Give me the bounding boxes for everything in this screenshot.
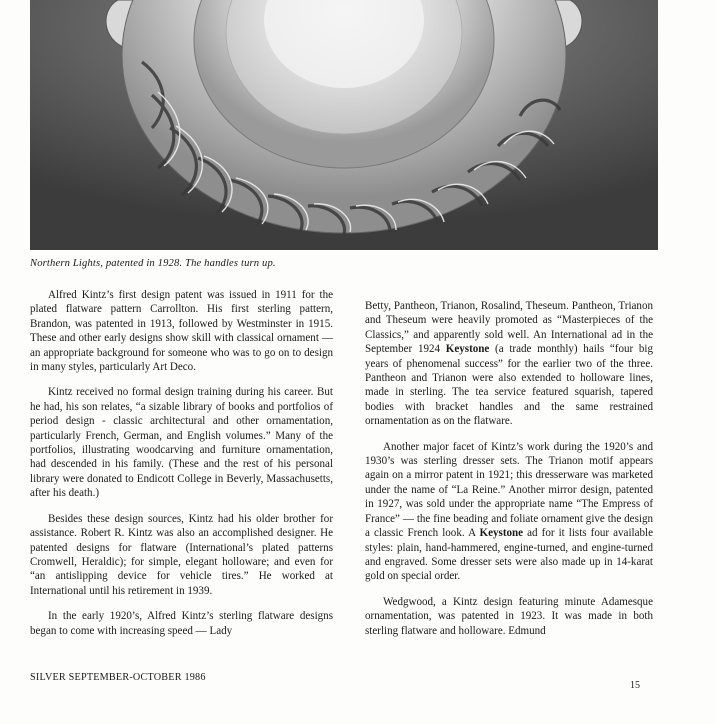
article-column-right (365, 299, 653, 638)
photo-caption: Northern Lights, patented in 1928. The handles turn up. (30, 258, 276, 269)
paragraph: In the early 1920’s, Alfred Kintz’s sterling flatware designs began to come with increasing speed — Lady (30, 610, 333, 637)
running-footer: SILVER SEPTEMBER-OCTOBER 1986 (30, 672, 206, 683)
paragraph: Besides these design sources, Kintz had his older brother for assistance. Robert R. Kintz was also an accomplished designer. He patented designs for flatware (International’s plated patterns Cromwell, Heraldic); for simple, elegant holloware; and even for “an antislipping device for vehicle tires.” He worked at International until his retirement in 1939. (30, 512, 333, 597)
publication-name: Keystone (445, 343, 490, 356)
silver-bowl-image (30, 0, 658, 250)
article-column-left (30, 288, 333, 638)
text-run: Betty, Pantheon, Trianon, Rosalind, Theseum. Pantheon, Trianon and Theseum were heavily promoted as “Masterpieces of the Classics,” and apparently sold well. An International ad in the September 1924 (365, 300, 653, 356)
text-run: ad for it lists four available styles: plain, hand-hammered, engine-turned, and engine-turned and engraved. Some dresser sets were also made up in 14-karat gold on special order. (365, 527, 654, 583)
publication-name: Keystone (479, 527, 524, 540)
text-run: Another major facet of Kintz’s work during the 1920’s and 1930’s was sterling dresser sets. The Trianon motif appears again on a mirror patent in 1921; this dresserware was marketed under the name of “La Reine.” Another mirror design, patented in 1927, was sold under the appropriate name “The Empress of France” — the fine beading and foliate ornament give the design a classic French look. A (365, 440, 653, 540)
paragraph: Wedgwood, a Kintz design featuring minute Adamesque ornamentation, was patented in 1923. It was made in both sterling flatware and holloware. Edmund (365, 595, 653, 637)
text-run: (a trade monthly) hails “four big years of phenomenal success” for the earlier two of the three. Pantheon and Trianon were also extended to holloware lines, made in sterling. The tea service featured squarish, tapered bodies with bracket handles and the same restrained ornamentation as on the flatware. (365, 343, 653, 428)
paragraph (365, 299, 653, 429)
paragraph: Kintz received no formal design training during his career. But he had, his son relates, “a sizable library of books and portfolios of period design - classic architectural and other ornamentation, particularly French, German, and English volumes.” Many of the portfolios, illustrating woodcarving and furniture ornamentation, had descended in his family. (These and the rest of his personal library were donated to Endicott College in Beverly, Massachusetts, after his death.) (30, 386, 333, 500)
silver-bowl-photo (30, 0, 658, 250)
paragraph: Alfred Kintz’s first design patent was issued in 1911 for the plated flatware pattern Carrollton. His first sterling pattern, Brandon, was patented in 1913, followed by Westminster in 1915. These and other early designs show skill with classical ornament — an appropriate background for someone who was to go on to design in many styles, particularly Art Deco. (30, 289, 333, 374)
paragraph (365, 440, 653, 584)
page-number: 15 (630, 680, 640, 691)
